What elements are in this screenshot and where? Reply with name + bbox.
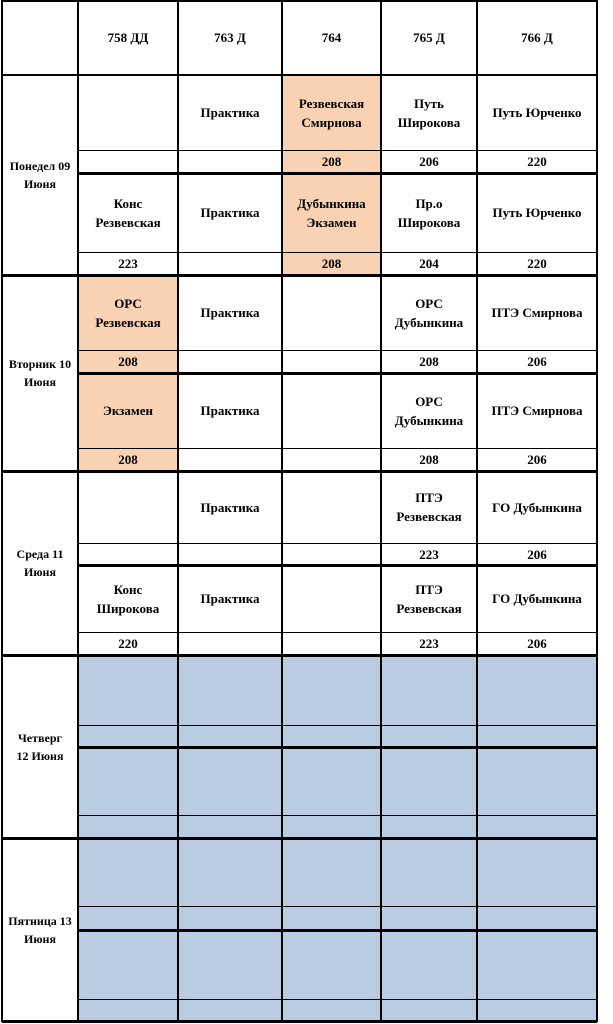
subject-cell	[78, 930, 178, 999]
room-cell: 208	[282, 252, 381, 275]
subject-cell	[78, 838, 178, 906]
subject-cell	[477, 655, 597, 725]
subject-cell	[282, 747, 381, 815]
room-cell	[282, 632, 381, 655]
room-cell: 223	[118, 256, 138, 271]
subject-cell	[178, 930, 282, 999]
room-cell: 208	[419, 354, 439, 369]
room-cell	[381, 725, 477, 747]
subject-cell	[381, 930, 477, 999]
subject-cell: ОРС Дубынкина	[394, 393, 464, 428]
grid-line	[2, 837, 597, 840]
room-cell: 208	[282, 150, 381, 173]
grid-line	[596, 0, 598, 1022]
subject-cell: Конс Широкова	[96, 581, 160, 616]
room-cell: 208	[78, 350, 178, 373]
room-cell	[282, 815, 381, 838]
subject-cell	[381, 838, 477, 906]
group-header: 766 Д	[521, 30, 553, 45]
subject-cell: Путь Широкова	[397, 95, 461, 130]
subject-cell	[282, 838, 381, 906]
subject-cell: ОРС Дубынкина	[394, 295, 464, 330]
subject-cell	[282, 930, 381, 999]
subject-cell	[78, 75, 178, 150]
subject-cell	[282, 471, 381, 543]
group-header: 758 ДД	[107, 30, 149, 45]
subject-cell: ГО Дубынкина	[492, 499, 582, 515]
grid-line	[177, 0, 179, 1022]
subject-cell	[477, 930, 597, 999]
subject-cell	[282, 275, 381, 350]
grid-line	[476, 0, 478, 1022]
room-cell	[477, 815, 597, 838]
subject-cell: Резвевская Смирнова	[282, 75, 381, 150]
grid-line	[78, 172, 597, 175]
corner-cell	[2, 0, 78, 75]
subject-cell: ГО Дубынкина	[492, 591, 582, 606]
subject-cell: ПТЭ Резвевская	[396, 490, 462, 524]
subject-cell	[178, 655, 282, 725]
subject-cell	[178, 838, 282, 906]
room-cell: 223	[419, 636, 439, 651]
room-cell	[178, 725, 282, 747]
room-cell: 206	[527, 636, 547, 651]
room-cell: 220	[527, 154, 547, 169]
subject-cell: ОРС Резвевская	[78, 275, 178, 350]
room-cell: 206	[527, 452, 547, 467]
room-cell	[282, 725, 381, 747]
day-label: Среда 11 Июня	[16, 547, 64, 579]
room-cell	[178, 350, 282, 373]
subject-cell: Практика	[200, 205, 260, 220]
room-cell: 208	[419, 452, 439, 467]
grid-line	[78, 815, 597, 816]
room-cell	[477, 999, 597, 1021]
subject-cell	[477, 838, 597, 906]
room-cell	[178, 543, 282, 565]
subject-cell: Практика	[200, 105, 260, 120]
subject-cell	[282, 565, 381, 632]
subject-cell: Практика	[200, 591, 260, 606]
room-cell	[178, 906, 282, 930]
room-cell	[178, 448, 282, 471]
subject-cell: Конс Резвевская	[95, 195, 161, 230]
grid-line	[78, 632, 597, 633]
grid-line	[78, 372, 597, 375]
grid-line	[78, 564, 597, 567]
subject-cell: ПТЭ Смирнова	[491, 305, 583, 320]
room-cell	[282, 906, 381, 930]
grid-line	[78, 906, 597, 907]
grid-line	[78, 350, 597, 351]
grid-line	[2, 470, 597, 473]
room-cell: 220	[527, 256, 547, 271]
grid-line	[78, 725, 597, 726]
room-cell: 223	[419, 546, 439, 562]
subject-cell	[178, 747, 282, 815]
subject-cell	[78, 655, 178, 725]
day-label: Понедел 09 Июня	[9, 159, 71, 191]
grid-line	[78, 150, 597, 151]
room-cell: 204	[419, 256, 439, 271]
grid-line	[281, 0, 283, 1022]
room-cell	[178, 632, 282, 655]
subject-cell	[78, 747, 178, 815]
room-cell	[477, 725, 597, 747]
room-cell	[381, 815, 477, 838]
grid-line	[78, 746, 597, 749]
room-cell	[78, 543, 178, 565]
subject-cell	[282, 373, 381, 448]
room-cell	[78, 150, 178, 173]
group-header: 765 Д	[413, 30, 445, 45]
room-cell	[477, 906, 597, 930]
room-cell	[178, 815, 282, 838]
subject-cell: Практика	[200, 499, 260, 515]
grid-line	[78, 252, 597, 253]
room-cell: 206	[527, 354, 547, 369]
room-cell	[178, 252, 282, 275]
room-cell	[282, 999, 381, 1021]
room-cell	[78, 999, 178, 1021]
group-header: 763 Д	[214, 30, 246, 45]
subject-cell	[282, 655, 381, 725]
grid-line	[2, 274, 597, 277]
subject-cell	[381, 655, 477, 725]
room-cell: 206	[419, 154, 439, 169]
subject-cell: Пр.о Широкова	[397, 195, 461, 230]
grid-line	[380, 0, 382, 1022]
subject-cell: Путь Юрченко	[492, 105, 582, 120]
grid-line	[2, 0, 597, 2]
grid-line	[78, 999, 597, 1000]
subject-cell: Экзамен	[78, 373, 178, 448]
subject-cell	[381, 747, 477, 815]
room-cell	[282, 448, 381, 471]
grid-line	[78, 448, 597, 449]
grid-line	[2, 74, 597, 76]
room-cell	[178, 150, 282, 173]
day-label: Вторник 10 Июня	[8, 357, 72, 389]
subject-cell	[477, 747, 597, 815]
group-header: 764	[321, 30, 342, 45]
room-cell: 208	[78, 448, 178, 471]
subject-cell: Путь Юрченко	[492, 205, 582, 220]
grid-line	[2, 1020, 597, 1023]
day-label: Четверг 12 Июня	[16, 730, 64, 763]
grid-line	[78, 929, 597, 932]
subject-cell: Практика	[200, 305, 260, 320]
grid-line	[1, 0, 3, 1022]
day-label: Пятница 13 Июня	[8, 913, 72, 946]
room-cell	[78, 725, 178, 747]
subject-cell: Дубынкина Экзамен	[282, 173, 381, 252]
room-cell: 220	[118, 636, 138, 651]
room-cell	[381, 999, 477, 1021]
grid-line	[77, 0, 79, 1022]
room-cell: 206	[527, 546, 547, 562]
room-cell	[282, 543, 381, 565]
room-cell	[78, 906, 178, 930]
subject-cell: Практика	[200, 403, 260, 418]
subject-cell: ПТЭ Смирнова	[491, 403, 583, 418]
grid-line	[78, 543, 597, 544]
room-cell	[178, 999, 282, 1021]
room-cell	[282, 350, 381, 373]
room-cell	[381, 906, 477, 930]
subject-cell	[78, 471, 178, 543]
subject-cell: ПТЭ Резвевская	[396, 581, 462, 616]
room-cell	[78, 815, 178, 838]
grid-line	[2, 654, 597, 657]
